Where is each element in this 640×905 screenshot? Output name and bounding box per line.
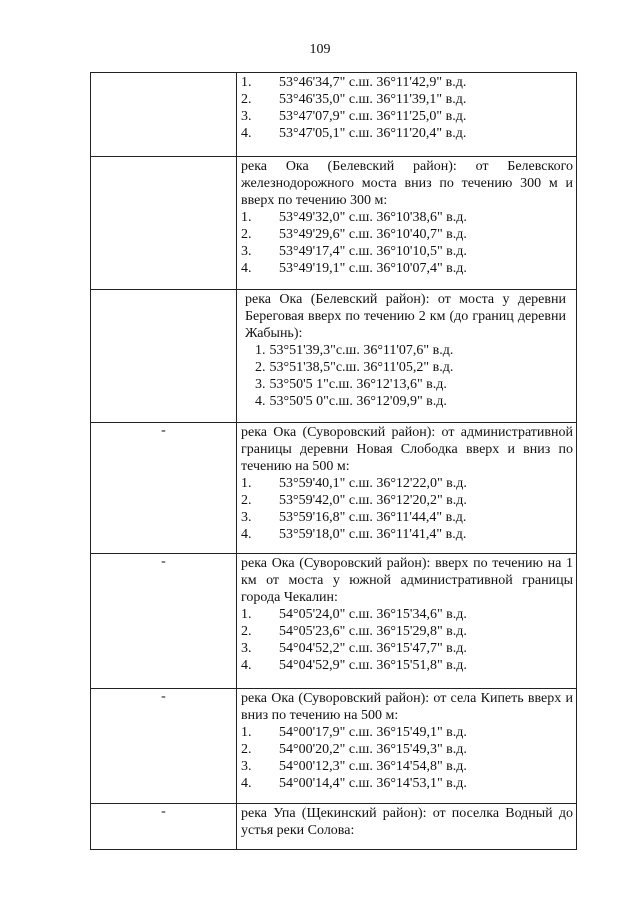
- coordinate-line: [241, 74, 573, 91]
- coordinate-value: 53°59'40,1" с.ш. 36°12'22,0" в.д.: [279, 476, 467, 491]
- content-cell: [237, 290, 577, 423]
- coordinate-number: 1.: [255, 343, 266, 358]
- coordinate-line: [241, 492, 573, 509]
- table-row: [91, 290, 577, 423]
- coordinate-value: 54°04'52,2" с.ш. 36°15'47,7" в.д.: [279, 641, 467, 656]
- content-block: [237, 157, 576, 277]
- coordinate-line: [241, 741, 573, 758]
- coordinate-number: 2.: [241, 493, 252, 508]
- left-cell-text: -: [161, 689, 166, 704]
- coordinate-line: [241, 724, 573, 741]
- coordinate-value: 53°50'5 1"с.ш. 36°12'13,6" в.д.: [269, 377, 447, 392]
- left-cell: [91, 804, 237, 850]
- coordinate-number: 3.: [241, 759, 252, 774]
- coordinate-line: [241, 475, 573, 492]
- coordinate-line: [241, 657, 573, 674]
- coordinate-number: 4.: [241, 126, 252, 141]
- section-description: река Ока (Суворовский район): от села Кипеть вверх и вниз по течению на 500 м:: [241, 691, 573, 723]
- left-cell-text: -: [161, 804, 166, 819]
- content-block: [237, 689, 576, 792]
- coordinate-value: 54°05'24,0" с.ш. 36°15'34,6" в.д.: [279, 607, 467, 622]
- coordinate-line: [245, 342, 566, 359]
- coordinate-number: 2.: [241, 742, 252, 757]
- coordinate-line: [241, 209, 573, 226]
- coordinate-line: [241, 775, 573, 792]
- coordinate-number: 2.: [241, 92, 252, 107]
- coordinate-number: 4.: [241, 658, 252, 673]
- table-row: [91, 554, 577, 689]
- coordinate-line: [245, 393, 566, 410]
- table-row: [91, 157, 577, 290]
- coordinate-number: 4.: [241, 776, 252, 791]
- coordinate-number: 4.: [255, 394, 266, 409]
- coordinate-number: 4.: [241, 527, 252, 542]
- coordinate-line: [241, 243, 573, 260]
- coordinate-line: [241, 606, 573, 623]
- coordinate-number: 3.: [241, 109, 252, 124]
- coordinate-value: 54°00'14,4" с.ш. 36°14'53,1" в.д.: [279, 776, 467, 791]
- content-cell: [237, 554, 577, 689]
- coordinate-value: 53°47'05,1" с.ш. 36°11'20,4" в.д.: [279, 126, 467, 141]
- section-description: река Ока (Белевский район): от Белевского железнодорожного моста вниз по течению 300 м и вверх по течению 300 м:: [241, 159, 573, 208]
- coordinate-value: 53°51'39,3"с.ш. 36°11'07,6" в.д.: [269, 343, 454, 358]
- section-description: река Ока (Белевский район): от моста у деревни Береговая вверх по течению 2 км (до границ деревни Жабынь):: [245, 292, 566, 341]
- left-cell: [91, 157, 237, 290]
- page-number: 109: [309, 42, 331, 57]
- coordinate-value: 53°50'5 0"с.ш. 36°12'09,9" в.д.: [269, 394, 447, 409]
- section-description: река Ока (Суворовский район): от административной границы деревни Новая Слободка вверх и вниз по течению на 500 м:: [241, 425, 573, 474]
- coordinate-value: 53°49'32,0" с.ш. 36°10'38,6" в.д.: [279, 210, 467, 225]
- left-cell: [91, 554, 237, 689]
- content-block: [237, 73, 576, 142]
- coordinate-line: [241, 640, 573, 657]
- coordinate-number: 3.: [241, 641, 252, 656]
- left-cell-text: -: [161, 423, 166, 438]
- content-cell: [237, 423, 577, 554]
- coordinate-line: [241, 108, 573, 125]
- coordinate-value: 53°51'38,5"с.ш. 36°11'05,2" в.д.: [269, 360, 454, 375]
- coordinate-number: 1.: [241, 476, 252, 491]
- coordinate-line: [245, 376, 566, 393]
- coordinate-line: [241, 526, 573, 543]
- coordinate-number: 2.: [241, 624, 252, 639]
- coordinate-number: 2.: [255, 360, 266, 375]
- coordinate-value: 53°46'34,7" с.ш. 36°11'42,9" в.д.: [279, 75, 467, 90]
- coordinate-value: 54°05'23,6" с.ш. 36°15'29,8" в.д.: [279, 624, 467, 639]
- content-block: [237, 423, 576, 543]
- left-cell: [91, 689, 237, 804]
- coordinate-value: 53°59'42,0" с.ш. 36°12'20,2" в.д.: [279, 493, 467, 508]
- coordinate-line: [241, 758, 573, 775]
- coordinate-value: 54°00'20,2" с.ш. 36°15'49,3" в.д.: [279, 742, 467, 757]
- coordinate-line: [241, 226, 573, 243]
- coordinate-value: 53°49'19,1" с.ш. 36°10'07,4" в.д.: [279, 261, 467, 276]
- coordinate-value: 53°47'07,9" с.ш. 36°11'25,0" в.д.: [279, 109, 467, 124]
- table-row: [91, 804, 577, 850]
- coordinate-line: [241, 91, 573, 108]
- coordinate-line: [241, 623, 573, 640]
- coordinate-value: 54°04'52,9" с.ш. 36°15'51,8" в.д.: [279, 658, 467, 673]
- coordinate-number: 1.: [241, 75, 252, 90]
- content-block: [237, 290, 576, 410]
- coordinate-value: 54°00'12,3" с.ш. 36°14'54,8" в.д.: [279, 759, 467, 774]
- content-cell: [237, 73, 577, 157]
- table-row: [91, 423, 577, 554]
- coordinate-line: [245, 359, 566, 376]
- content-block: [237, 554, 576, 674]
- content-block: [237, 804, 576, 839]
- coordinate-value: 53°59'18,0" с.ш. 36°11'41,4" в.д.: [279, 527, 467, 542]
- coordinate-number: 3.: [241, 510, 252, 525]
- content-cell: [237, 689, 577, 804]
- left-cell-text: -: [161, 554, 166, 569]
- coordinate-number: 3.: [241, 244, 252, 259]
- coordinate-number: 2.: [241, 227, 252, 242]
- coordinate-value: 53°49'17,4" с.ш. 36°10'10,5" в.д.: [279, 244, 467, 259]
- left-cell: [91, 73, 237, 157]
- coordinate-value: 53°46'35,0" с.ш. 36°11'39,1" в.д.: [279, 92, 467, 107]
- coordinate-number: 1.: [241, 607, 252, 622]
- coordinates-table: [90, 72, 577, 850]
- coordinate-number: 1.: [241, 210, 252, 225]
- content-cell: [237, 157, 577, 290]
- section-description: река Ока (Суворовский район): вверх по течению на 1 км от моста у южной административной границы города Чекалин:: [241, 556, 573, 605]
- content-cell: [237, 804, 577, 850]
- coordinate-number: 4.: [241, 261, 252, 276]
- coordinate-number: 3.: [255, 377, 266, 392]
- coordinate-number: 1.: [241, 725, 252, 740]
- left-cell: [91, 423, 237, 554]
- table-row: [91, 73, 577, 157]
- left-cell: [91, 290, 237, 423]
- coordinate-value: 53°49'29,6" с.ш. 36°10'40,7" в.д.: [279, 227, 467, 242]
- coordinate-line: [241, 125, 573, 142]
- coordinate-value: 53°59'16,8" с.ш. 36°11'44,4" в.д.: [279, 510, 467, 525]
- coordinate-line: [241, 509, 573, 526]
- table-row: [91, 689, 577, 804]
- section-description: река Упа (Щекинский район): от поселка Водный до устья реки Солова:: [241, 806, 573, 838]
- coordinate-value: 54°00'17,9" с.ш. 36°15'49,1" в.д.: [279, 725, 467, 740]
- coordinate-line: [241, 260, 573, 277]
